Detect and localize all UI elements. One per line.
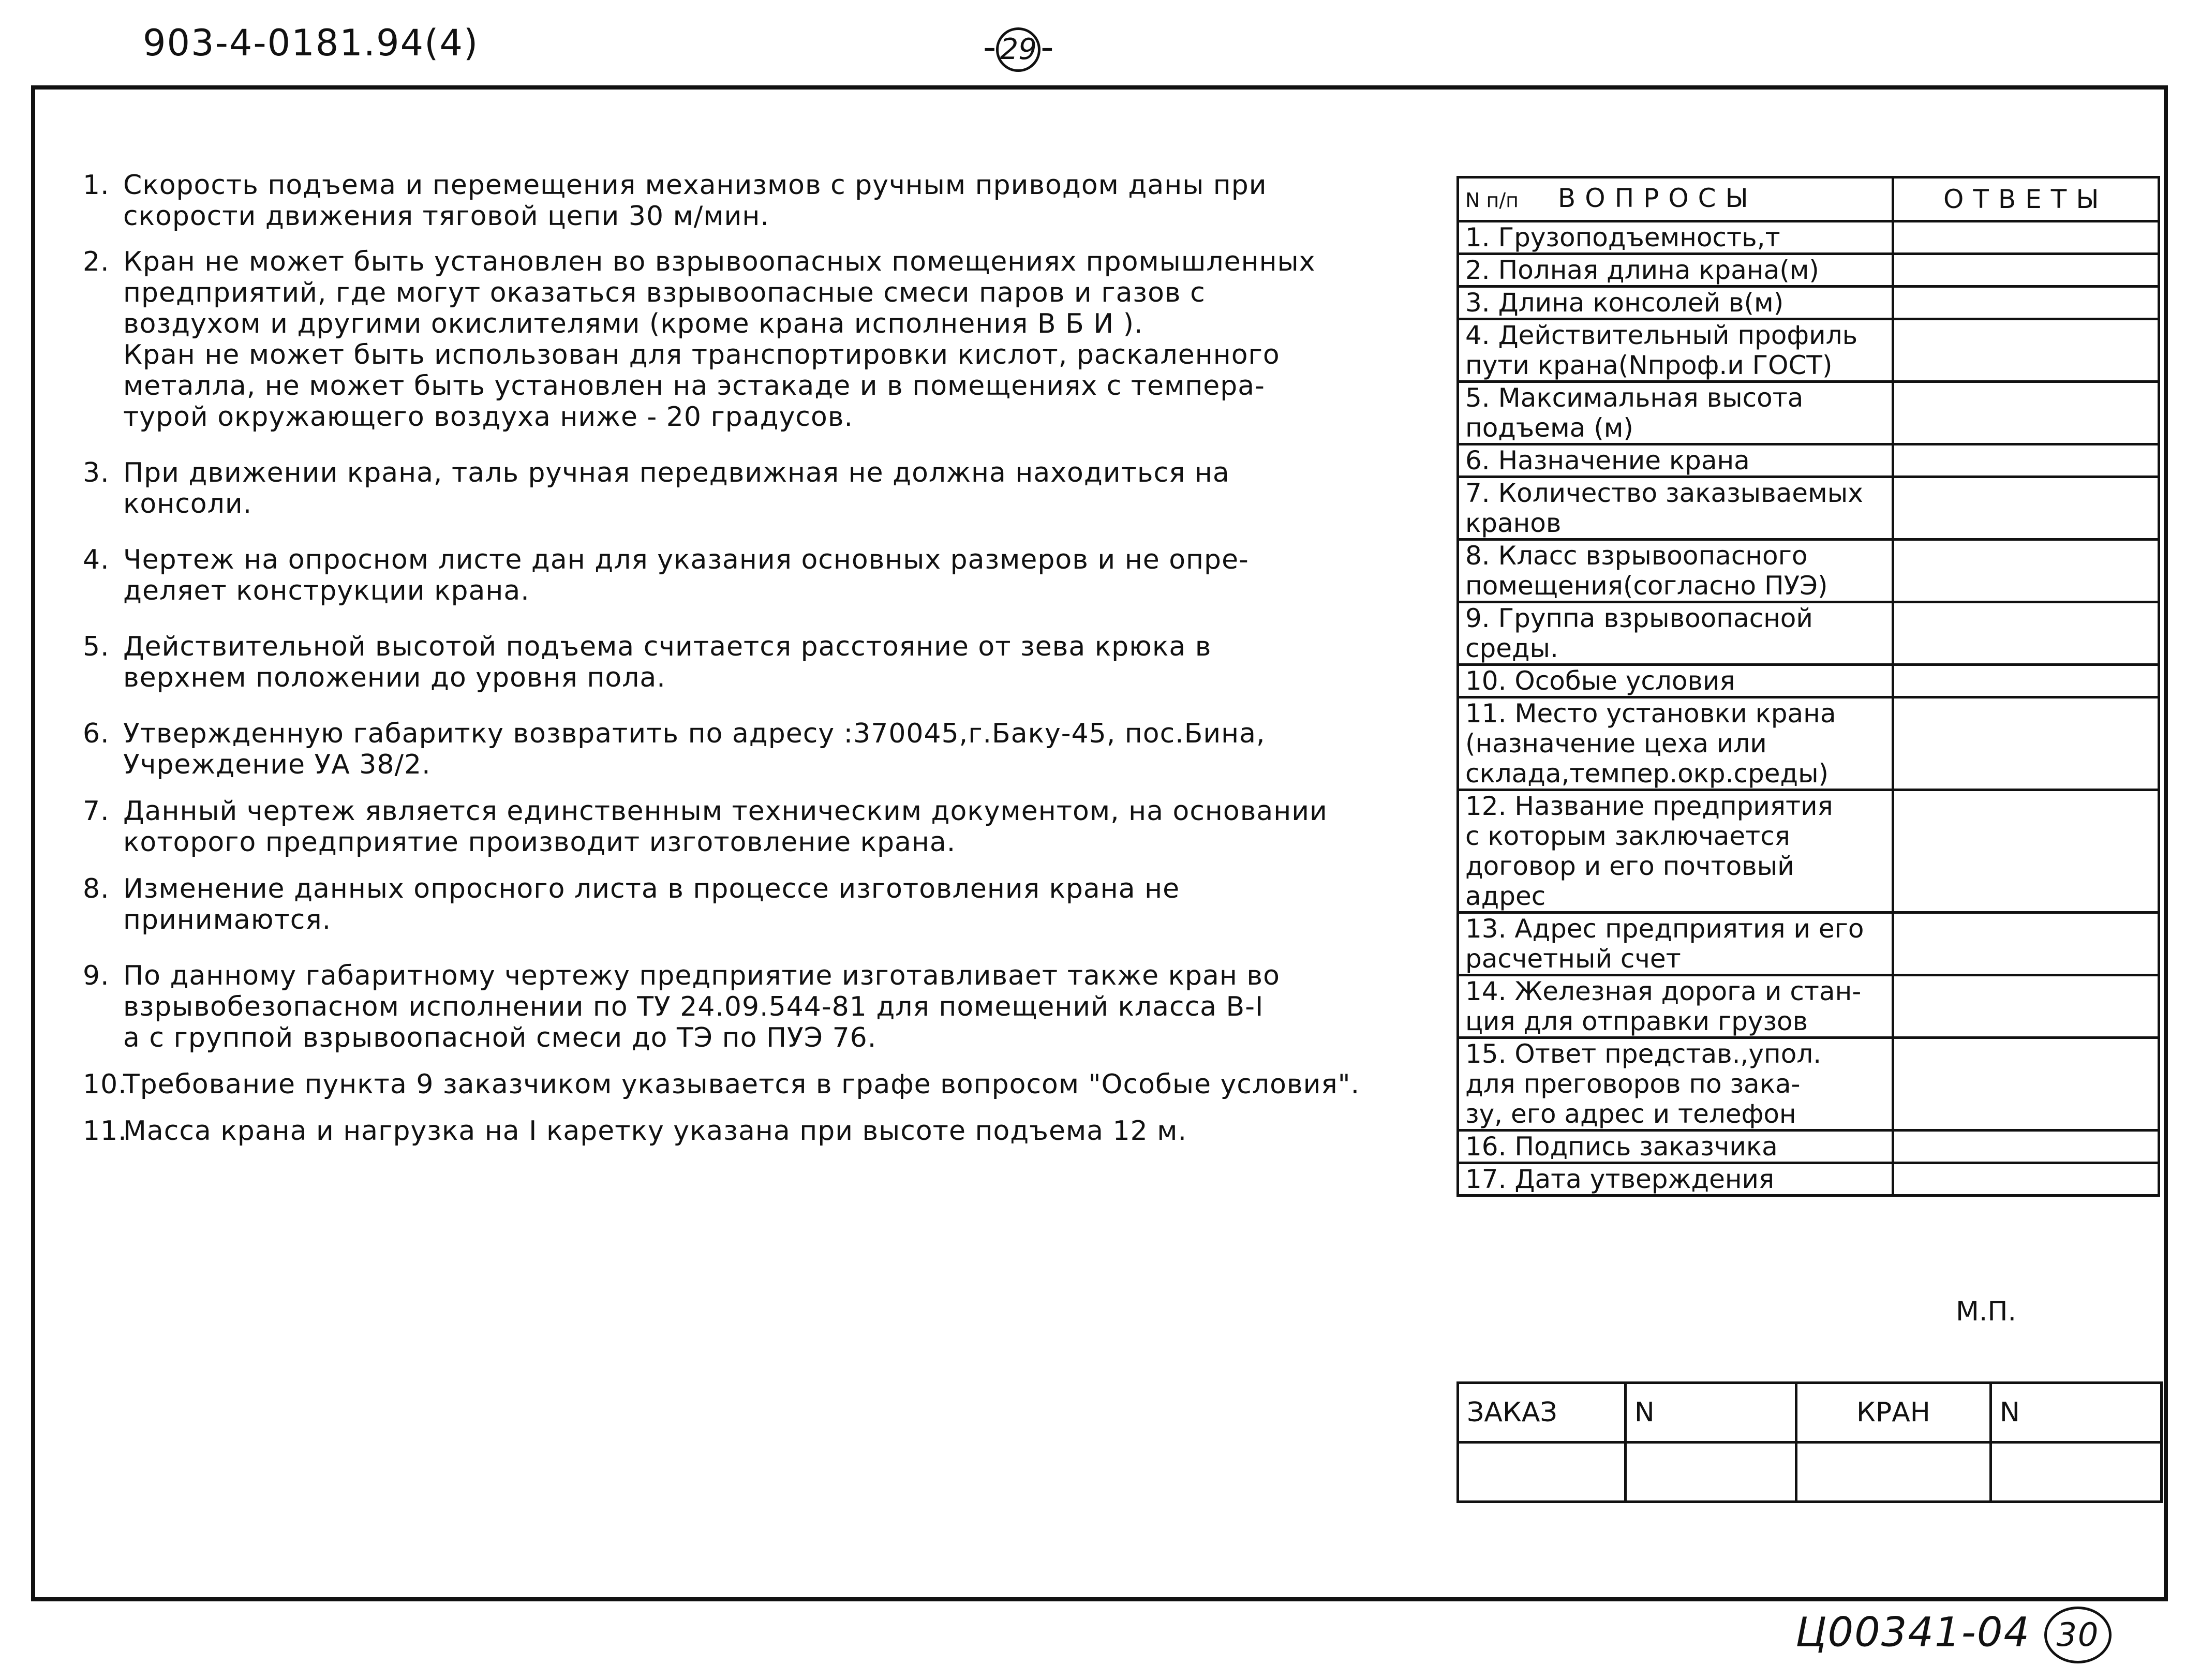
answer-cell[interactable]: [1893, 1163, 2159, 1196]
note-text: [123, 1116, 1418, 1147]
num-header: N п/п: [1465, 189, 1519, 212]
answer-cell[interactable]: [1893, 602, 2159, 665]
note-number: 1.: [83, 170, 110, 201]
document-code: 903-4-0181.94(4): [143, 22, 479, 64]
note-number: 3.: [83, 457, 110, 488]
note-line: Действительной высотой подъема считается расстояние от зева крюка в: [123, 631, 1212, 662]
order-number-label: N: [1625, 1383, 1796, 1443]
note-line: принимаются.: [123, 904, 332, 935]
question-cell: [1458, 477, 1893, 540]
question-cell: [1458, 1163, 1893, 1196]
note-line: Учреждение УА 38/2.: [123, 749, 431, 780]
note-item: [83, 1116, 1418, 1147]
note-number: 2.: [83, 246, 110, 277]
note-line: предприятий, где могут оказаться взрывоопасные смеси паров и газов с: [123, 277, 1206, 308]
answer-cell[interactable]: [1893, 540, 2159, 602]
questionnaire-header-row: [1458, 177, 2159, 221]
note-number: 7.: [83, 796, 110, 827]
note-text: [123, 457, 1418, 519]
note-text: [123, 170, 1418, 232]
note-item: [83, 544, 1418, 606]
answers-header: ОТВЕТЫ: [1893, 177, 2159, 221]
note-line: деляет конструкции крана.: [123, 575, 530, 606]
stamp-place-label: М.П.: [1956, 1296, 2017, 1327]
question-line: пути крана(Nпроф.и ГОСТ): [1465, 350, 1833, 380]
question-row: [1458, 221, 2159, 254]
question-line: склада,темпер.окр.среды): [1465, 759, 1829, 789]
question-cell: [1458, 975, 1893, 1038]
note-line: Скорость подъема и перемещения механизмов с ручным приводом даны при: [123, 170, 1267, 201]
answer-cell[interactable]: [1893, 221, 2159, 254]
answer-cell[interactable]: [1893, 665, 2159, 697]
questions-header: [1458, 177, 1893, 221]
note-text: [123, 873, 1418, 935]
answer-cell[interactable]: [1893, 287, 2159, 319]
note-number: 4.: [83, 544, 110, 575]
answer-cell[interactable]: [1893, 319, 2159, 382]
note-item: [83, 796, 1418, 858]
question-cell: [1458, 913, 1893, 975]
question-line: 6. Назначение крана: [1465, 445, 1750, 475]
answer-cell[interactable]: [1893, 975, 2159, 1038]
question-row: [1458, 913, 2159, 975]
question-cell: [1458, 1131, 1893, 1163]
question-line: 9. Группа взрывоопасной: [1465, 603, 1813, 633]
question-cell: [1458, 540, 1893, 602]
note-line: а с группой взрывоопасной смеси до ТЭ по ПУЭ 76.: [123, 1022, 877, 1053]
archive-stamp: [1795, 1607, 2112, 1663]
note-item: [83, 873, 1418, 935]
questions-header-label: ВОПРОСЫ: [1557, 183, 1758, 213]
question-line: с которым заключается: [1465, 821, 1790, 851]
question-row: [1458, 790, 2159, 913]
note-item: [83, 170, 1418, 232]
question-row: [1458, 602, 2159, 665]
order-header-row: [1458, 1383, 2162, 1443]
question-cell: [1458, 665, 1893, 697]
note-line: металла, не может быть установлен на эстакаде и в помещениях с темпера-: [123, 370, 1265, 402]
note-number: 8.: [83, 873, 110, 904]
note-line: верхнем положении до уровня пола.: [123, 662, 666, 693]
answer-cell[interactable]: [1893, 697, 2159, 790]
answer-cell[interactable]: [1893, 790, 2159, 913]
question-row: [1458, 1038, 2159, 1131]
order-label: ЗАКАЗ: [1458, 1383, 1626, 1443]
note-line: турой окружающего воздуха ниже - 20 градусов.: [123, 402, 853, 433]
question-cell: [1458, 790, 1893, 913]
note-text: [123, 718, 1418, 780]
page-number-circle: 29: [996, 27, 1040, 72]
note-item: [83, 457, 1418, 519]
question-line: для преговоров по зака-: [1465, 1069, 1801, 1099]
question-line: 16. Подпись заказчика: [1465, 1132, 1778, 1162]
note-number: 11.: [83, 1116, 127, 1147]
question-line: 2. Полная длина крана(м): [1465, 255, 1819, 285]
question-line: 15. Ответ представ.,упол.: [1465, 1039, 1822, 1069]
note-number: 10.: [83, 1069, 127, 1100]
question-row: [1458, 665, 2159, 697]
crane-number-label: N: [1990, 1383, 2161, 1443]
stamp-code: Ц00341-04: [1795, 1609, 2031, 1656]
note-line: По данному габаритному чертежу предприятие изготавливает также кран во: [123, 960, 1280, 991]
note-line: воздухом и другими окислителями (кроме крана исполнения В Б И ).: [123, 308, 1143, 339]
question-line: 3. Длина консолей в(м): [1465, 288, 1784, 318]
stamp-number: 30: [2044, 1607, 2112, 1663]
note-text: [123, 960, 1418, 1053]
question-line: 13. Адрес предприятия и его: [1465, 914, 1864, 944]
question-line: ция для отправки грузов: [1465, 1006, 1808, 1036]
question-line: помещения(согласно ПУЭ): [1465, 571, 1828, 601]
question-row: [1458, 319, 2159, 382]
question-line: кранов: [1465, 508, 1562, 538]
question-line: 14. Железная дорога и стан-: [1465, 976, 1862, 1006]
answer-cell[interactable]: [1893, 1131, 2159, 1163]
note-text: [123, 631, 1418, 693]
answer-cell[interactable]: [1893, 477, 2159, 540]
question-line: зу, его адрес и телефон: [1465, 1099, 1796, 1129]
question-line: подъема (м): [1465, 413, 1633, 443]
note-line: Кран не может быть установлен во взрывоопасных помещениях промышленных: [123, 246, 1316, 277]
order-value-cell: [1458, 1443, 1626, 1502]
note-line: Масса крана и нагрузка на I каретку указана при высоте подъема 12 м.: [123, 1116, 1187, 1147]
question-line: 8. Класс взрывоопасного: [1465, 541, 1808, 571]
answer-cell[interactable]: [1893, 254, 2159, 287]
question-row: [1458, 540, 2159, 602]
note-item: [83, 718, 1418, 780]
note-line: Чертеж на опросном листе дан для указания основных размеров и не опре-: [123, 544, 1249, 575]
question-row: [1458, 975, 2159, 1038]
note-number: 9.: [83, 960, 110, 991]
note-item: [83, 246, 1418, 433]
question-line: 17. Дата утверждения: [1465, 1164, 1775, 1194]
note-item: [83, 960, 1418, 1053]
crane-number-value-cell: [1990, 1443, 2161, 1502]
question-line: 7. Количество заказываемых: [1465, 478, 1863, 508]
question-line: договор и его почтовый: [1465, 851, 1794, 881]
order-table: [1456, 1381, 2163, 1503]
answer-cell[interactable]: [1893, 444, 2159, 477]
note-line: которого предприятие производит изготовление крана.: [123, 827, 956, 858]
question-row: [1458, 697, 2159, 790]
answer-cell[interactable]: [1893, 382, 2159, 444]
question-cell: [1458, 287, 1893, 319]
answer-cell[interactable]: [1893, 913, 2159, 975]
note-line: Требование пункта 9 заказчиком указывается в графе вопросом "Особые условия".: [123, 1069, 1360, 1100]
page-number: - 29 -: [983, 26, 1054, 72]
question-line: 12. Название предприятия: [1465, 791, 1833, 821]
note-item: [83, 1069, 1418, 1100]
question-line: 10. Особые условия: [1465, 666, 1735, 696]
notes-list: [83, 170, 1418, 1147]
crane-value-cell: [1796, 1443, 1991, 1502]
note-line: При движении крана, таль ручная передвижная не должна находиться на: [123, 457, 1230, 488]
note-line: консоли.: [123, 488, 252, 519]
question-line: 11. Место установки крана: [1465, 698, 1836, 729]
question-cell: [1458, 444, 1893, 477]
note-line: Утвержденную габаритку возвратить по адресу :370045,г.Баку-45, пос.Бина,: [123, 718, 1266, 749]
note-line: Кран не может быть использован для транспортировки кислот, раскаленного: [123, 339, 1280, 370]
note-item: [83, 631, 1418, 693]
question-cell: [1458, 697, 1893, 790]
question-line: 4. Действительный профиль: [1465, 320, 1858, 350]
question-row: [1458, 477, 2159, 540]
order-value-row: [1458, 1443, 2162, 1502]
note-line: скорости движения тяговой цепи 30 м/мин.: [123, 201, 769, 232]
note-number: 5.: [83, 631, 110, 662]
order-number-value-cell: [1625, 1443, 1796, 1502]
question-cell: [1458, 382, 1893, 444]
question-line: (назначение цеха или: [1465, 729, 1767, 759]
question-row: [1458, 287, 2159, 319]
question-row: [1458, 444, 2159, 477]
answer-cell[interactable]: [1893, 1038, 2159, 1131]
question-row: [1458, 254, 2159, 287]
question-cell: [1458, 1038, 1893, 1131]
question-line: среды.: [1465, 633, 1558, 663]
question-line: 5. Максимальная высота: [1465, 383, 1804, 413]
question-cell: [1458, 254, 1893, 287]
note-line: Изменение данных опросного листа в процессе изготовления крана не: [123, 873, 1180, 904]
question-cell: [1458, 221, 1893, 254]
question-row: [1458, 1163, 2159, 1196]
note-text: [123, 246, 1418, 433]
note-text: [123, 796, 1418, 858]
question-cell: [1458, 319, 1893, 382]
question-row: [1458, 1131, 2159, 1163]
questionnaire-table: [1456, 176, 2160, 1197]
note-line: Данный чертеж является единственным техническим документом, на основании: [123, 796, 1328, 827]
crane-label: КРАН: [1796, 1383, 1991, 1443]
question-line: расчетный счет: [1465, 944, 1681, 974]
note-line: взрывобезопасном исполнении по ТУ 24.09.544-81 для помещений класса В-I: [123, 991, 1264, 1022]
question-row: [1458, 382, 2159, 444]
note-text: [123, 1069, 1418, 1100]
note-number: 6.: [83, 718, 110, 749]
question-cell: [1458, 602, 1893, 665]
question-line: адрес: [1465, 881, 1546, 911]
note-text: [123, 544, 1418, 606]
question-line: 1. Грузоподъемность,т: [1465, 222, 1780, 252]
